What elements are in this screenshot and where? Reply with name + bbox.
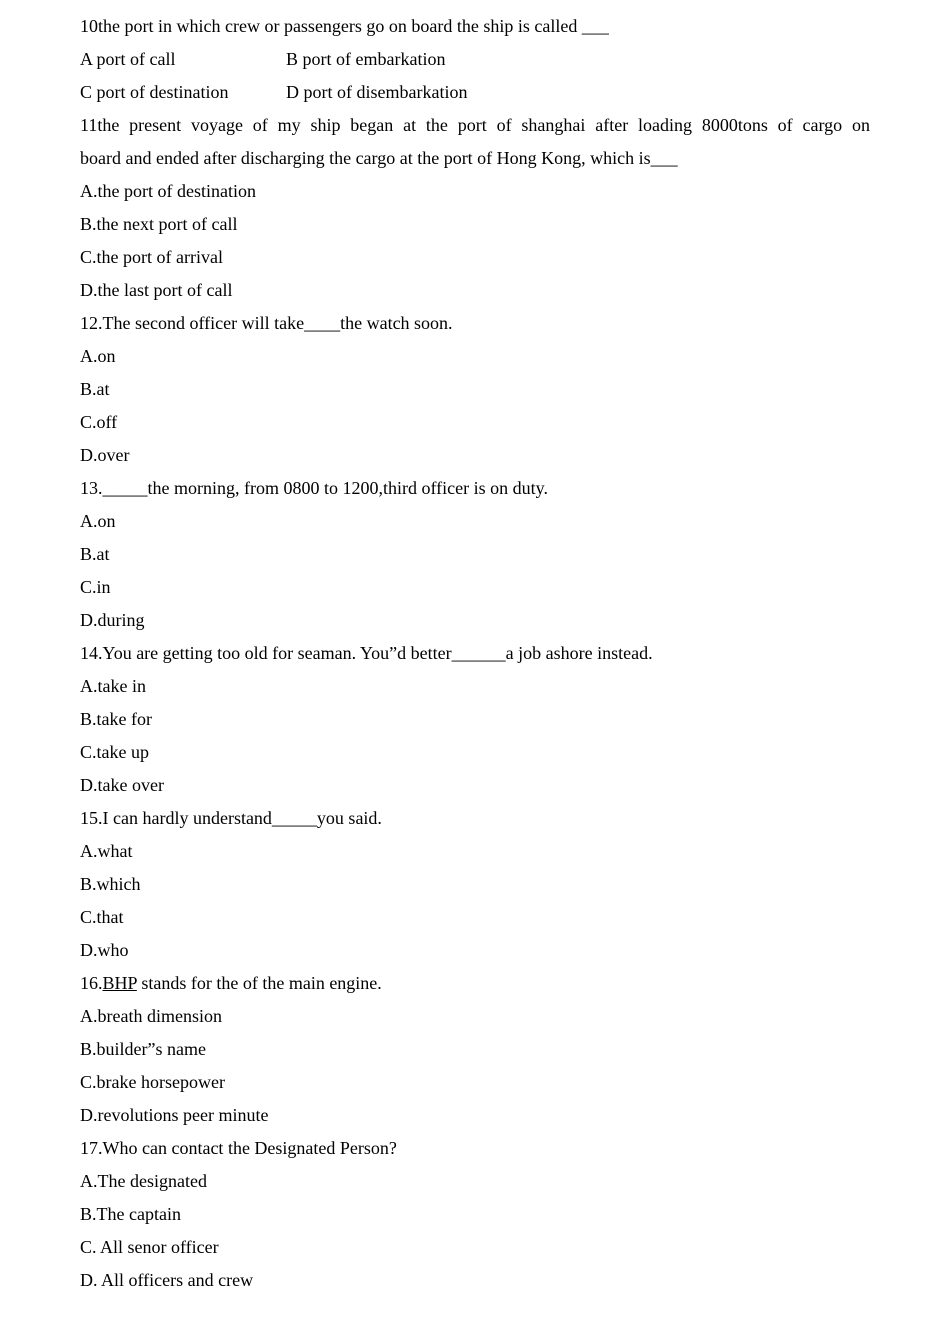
question-10-option-d: D port of disembarkation xyxy=(286,82,468,102)
question-17-stem: 17.Who can contact the Designated Person? xyxy=(80,1138,397,1158)
question-16-option-b: B.builder”s name xyxy=(80,1039,206,1059)
question-16-option-a: A.breath dimension xyxy=(80,1006,222,1026)
question-13-option-a: A.on xyxy=(80,511,116,531)
question-14-stem: 14.You are getting too old for seaman. You”d better______a job ashore instead. xyxy=(80,643,653,663)
question-12-option-a: A.on xyxy=(80,346,116,366)
question-11-stem-line-2: board and ended after discharging the cargo at the port of Hong Kong, which is___ xyxy=(80,148,678,168)
question-11-option-d: D.the last port of call xyxy=(80,280,233,300)
question-14-option-a: A.take in xyxy=(80,676,146,696)
question-10-option-a: A port of call xyxy=(80,49,176,69)
question-12-option-d: D.over xyxy=(80,445,130,465)
question-16-stem-prefix: 16. xyxy=(80,973,103,993)
question-10-stem: 10the port in which crew or passengers go on board the ship is called ___ xyxy=(80,16,609,36)
question-16-option-c: C.brake horsepower xyxy=(80,1072,225,1092)
question-11-option-a: A.the port of destination xyxy=(80,181,256,201)
question-17-option-c: C. All senor officer xyxy=(80,1237,219,1257)
question-15-option-a: A.what xyxy=(80,841,133,861)
question-10-option-b: B port of embarkation xyxy=(286,49,446,69)
question-15-stem: 15.I can hardly understand_____you said. xyxy=(80,808,382,828)
question-14-option-b: B.take for xyxy=(80,709,152,729)
question-17-option-a: A.The designated xyxy=(80,1171,207,1191)
question-15-option-d: D.who xyxy=(80,940,129,960)
question-16-stem-suffix: stands for the of the main engine. xyxy=(136,973,382,993)
question-15-option-c: C.that xyxy=(80,907,124,927)
question-14-option-d: D.take over xyxy=(80,775,164,795)
question-13-option-d: D.during xyxy=(80,610,145,630)
question-10-options-row-2 xyxy=(80,76,870,109)
question-13-stem: 13._____the morning, from 0800 to 1200,third officer is on duty. xyxy=(80,478,548,498)
question-13-option-b: B.at xyxy=(80,544,110,564)
question-16-stem xyxy=(80,967,870,1000)
question-17-option-d: D. All officers and crew xyxy=(80,1270,254,1290)
question-14-option-c: C.take up xyxy=(80,742,149,762)
question-13-option-c: C.in xyxy=(80,577,111,597)
question-10-options-row-1 xyxy=(80,43,870,76)
question-11-option-c: C.the port of arrival xyxy=(80,247,223,267)
question-11-option-b: B.the next port of call xyxy=(80,214,238,234)
question-12-option-b: B.at xyxy=(80,379,110,399)
document-page xyxy=(80,10,870,1297)
question-15-option-b: B.which xyxy=(80,874,141,894)
question-12-stem: 12.The second officer will take____the watch soon. xyxy=(80,313,453,333)
question-11-stem-line-1: 11the present voyage of my ship began at the port of shanghai after loading 8000tons of cargo on xyxy=(80,115,870,135)
question-16-underlined-term: BHP xyxy=(102,973,137,993)
question-16-option-d: D.revolutions peer minute xyxy=(80,1105,269,1125)
question-10-option-c: C port of destination xyxy=(80,82,229,102)
question-17-option-b: B.The captain xyxy=(80,1204,181,1224)
question-12-option-c: C.off xyxy=(80,412,118,432)
